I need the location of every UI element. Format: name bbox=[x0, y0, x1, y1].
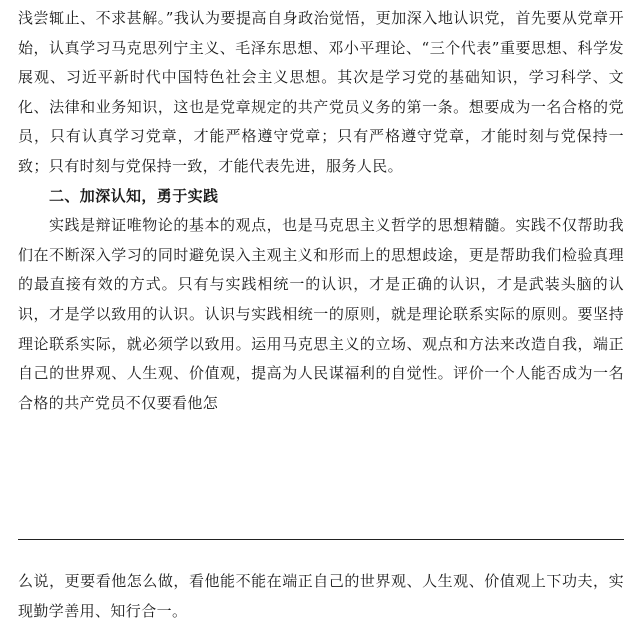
main-text-block bbox=[18, 4, 624, 418]
next-page-text-block bbox=[18, 567, 624, 626]
page-divider bbox=[18, 539, 624, 540]
paragraph-continued: 浅尝辄止、不求甚解。”我认为要提高自身政治觉悟，更加深入地认识党，首先要从党章开始，认真学习马克思列宁主义、毛泽东思想、邓小平理论、“三个代表”重要思想、科学发展观、习近平新时代中国特色社会主义思想。其次是学习党的基础知识，学习科学、文化、法律和业务知识，这也是党章规定的共产党员义务的第一条。想要成为一名合格的党员，只有认真学习党章，才能严格遵守党章；只有严格遵守党章，才能时刻与党保持一致；只有时刻与党保持一致，才能代表先进，服务人民。 bbox=[18, 9, 624, 175]
paragraph-continuation: 么说，更要看他怎么做，看他能不能在端正自己的世界观、人生观、价值观上下功夫，实现勤学善用、知行合一。 bbox=[18, 572, 624, 620]
section-heading: 二、加深认知，勇于实践 bbox=[49, 186, 219, 205]
paragraph: 实践是辩证唯物论的基本的观点，也是马克思主义哲学的思想精髓。实践不仅帮助我们在不断深入学习的同时避免误入主观主义和形而上的思想歧途，更是帮助我们检验真理的最直接有效的方式。只有与实践相统一的认识，才是正确的认识，才是武装头脑的认识，才是学以致用的认识。认识与实践相统一的原则，就是理论联系实际的原则。要坚持理论联系实际，就必须学以致用。运用马克思主义的立场、观点和方法来改造自我，端正自己的世界观、人生观、价值观，提高为人民谋福利的自觉性。评价一个人能否成为一名合格的共产党员不仅要看他怎 bbox=[18, 216, 624, 412]
